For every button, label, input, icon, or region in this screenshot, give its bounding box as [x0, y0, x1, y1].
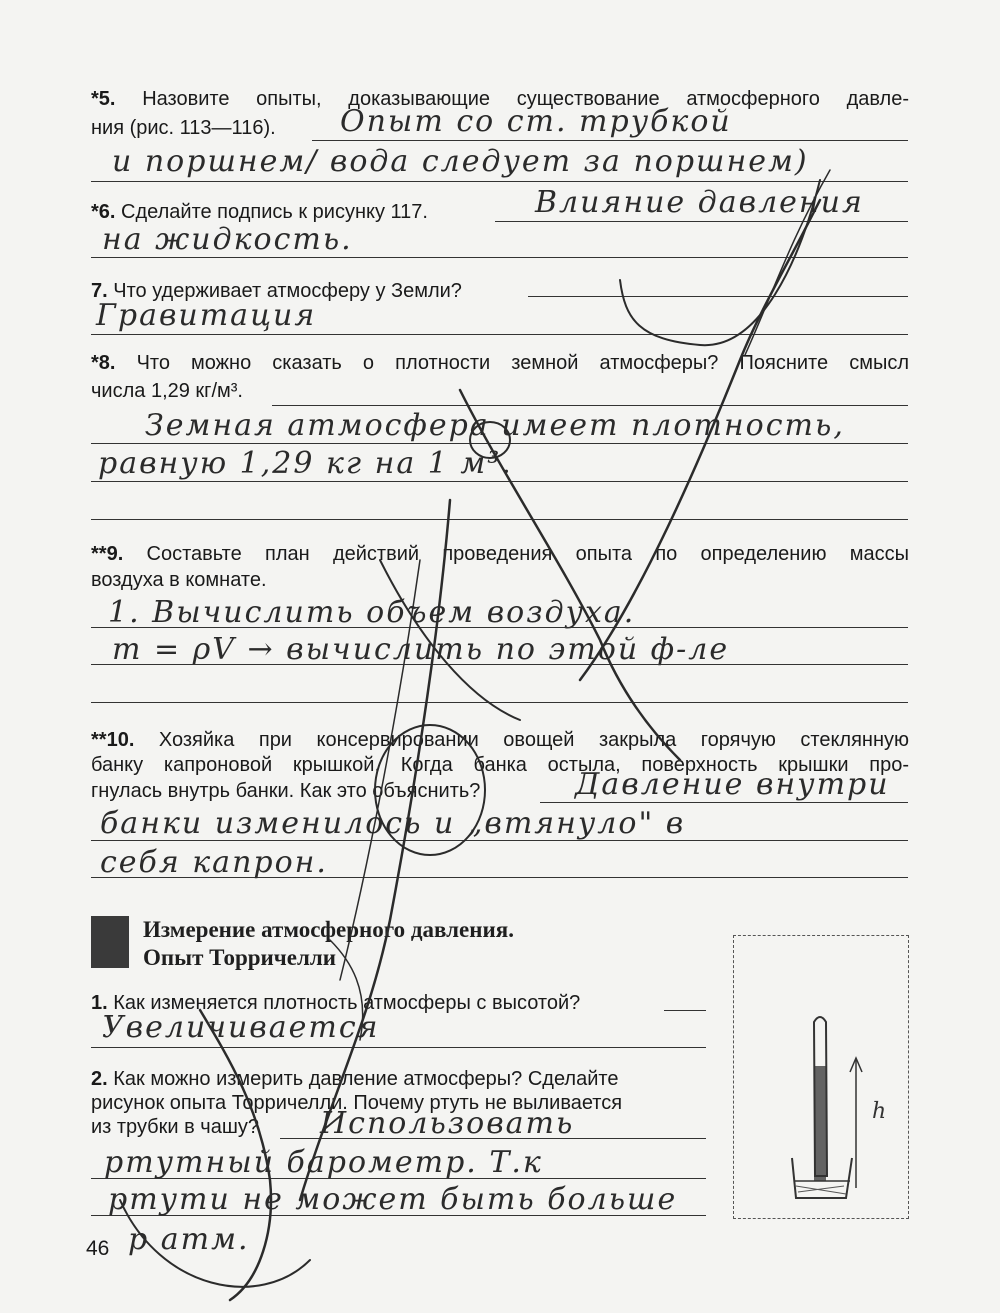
question-number: *8. [91, 352, 116, 374]
handwritten-answer: Давление внутри [575, 767, 890, 802]
page-number: 46 [86, 1237, 110, 1260]
question-number: 7. [91, 280, 108, 302]
handwritten-answer: ртути не может быть больше [108, 1182, 678, 1217]
question-text: Как изменяется плотность атмосферы с высотой? [113, 992, 581, 1014]
question-8-line2: числа 1,29 кг/м³. [91, 380, 243, 402]
question-5-line2: ния (рис. 113—116). [91, 117, 276, 139]
handwritten-answer: Использовать [320, 1106, 575, 1141]
question-text: Назовите опыты, доказывающие существование атмосферного давле- [142, 88, 910, 110]
handwritten-answer: m = ρV → вычислить по этой ф-ле [112, 632, 730, 667]
question-number: 1. [91, 992, 108, 1014]
question-10-line2: банку капроновой крышкой. Когда банка остыла, поверхность крышки про- [91, 754, 909, 776]
handwritten-answer: равную 1,29 кг на 1 м³. [98, 446, 513, 481]
height-label: h [872, 1099, 887, 1124]
question-number: **9. [91, 543, 124, 565]
handwritten-answer: на жидкость. [102, 222, 353, 257]
section-title-line2: Опыт Торричелли [143, 945, 337, 970]
section-question-2-line2: рисунок опыта Торричелли. Почему ртуть не выливается [91, 1092, 623, 1114]
question-text: Хозяйка при консервировании овощей закрыла горячую стеклянную [158, 729, 910, 751]
section-title-line1: Измерение атмосферного давления. [143, 917, 514, 942]
question-number: *6. [91, 201, 116, 223]
question-text: Сделайте подпись к рисунку 117. [121, 201, 428, 223]
handwritten-answer: р атм. [128, 1222, 250, 1257]
handwritten-answer: банки изменилось и „втянуло" в [100, 806, 686, 841]
handwritten-answer: и поршнем/ вода следует за поршнем) [112, 144, 809, 179]
handwritten-answer: 1. Вычислить объем воздуха. [108, 595, 636, 630]
question-number: 2. [91, 1068, 108, 1090]
question-9-line2: воздуха в комнате. [91, 569, 267, 591]
section-question-2-line3: из трубки в чашу? [91, 1116, 260, 1138]
question-number: *5. [91, 88, 116, 110]
handwritten-answer: Увеличивается [102, 1010, 380, 1045]
handwritten-answer: себя капрон. [100, 845, 328, 880]
question-text: Что удерживает атмосферу у Земли? [113, 280, 462, 302]
question-10-line3: гнулась внутрь банки. Как это объяснить? [91, 780, 481, 802]
question-text: Что можно сказать о плотности земной атмосферы? Поясните смысл [136, 352, 909, 374]
question-text: Составьте план действий проведения опыта по определению массы [146, 543, 909, 565]
handwritten-answer: Гравитация [96, 298, 317, 333]
handwritten-answer: Земная атмосфера имеет плотность, [145, 408, 845, 443]
question-number: **10. [91, 729, 135, 751]
handwritten-answer: Влияние давления [535, 185, 864, 220]
handwritten-answer: Опыт со ст. трубкой [340, 104, 732, 139]
question-text: Как можно измерить давление атмосферы? Сделайте [113, 1068, 619, 1090]
handwritten-answer: ртутный барометр. Т.к [104, 1145, 543, 1180]
